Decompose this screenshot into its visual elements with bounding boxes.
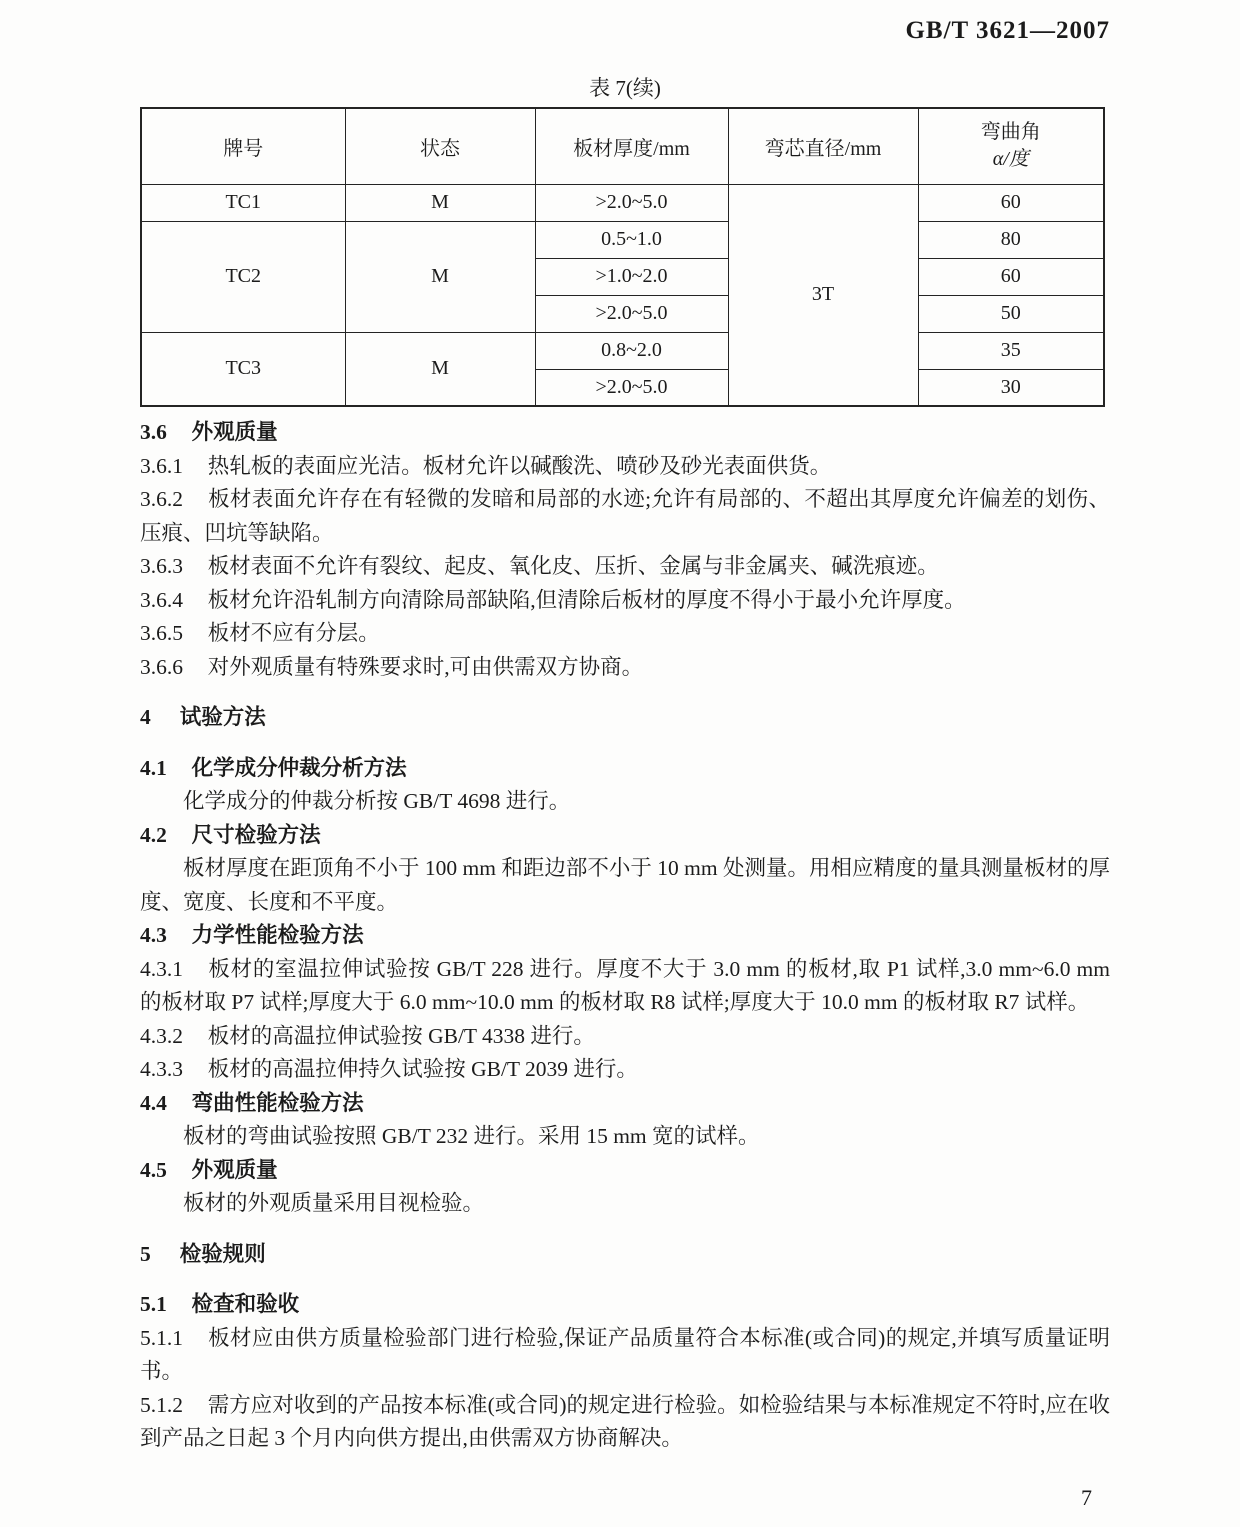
column-header-thickness: 板材厚度/mm bbox=[535, 108, 728, 184]
clause-number: 3.6.2 bbox=[140, 487, 183, 511]
table-row bbox=[141, 332, 1104, 369]
clause-number: 4.4 bbox=[140, 1090, 167, 1115]
clause-number: 4.2 bbox=[140, 822, 167, 847]
table-row bbox=[141, 221, 1104, 258]
clause-text: 板材的高温拉伸持久试验按 GB/T 2039 进行。 bbox=[207, 1057, 638, 1081]
clause-5-1-1 bbox=[140, 1322, 1110, 1389]
grade-cell: TC2 bbox=[141, 221, 345, 332]
clause-5-1-2 bbox=[140, 1389, 1110, 1456]
clause-number: 4.1 bbox=[140, 755, 167, 780]
clause-number: 4.3.3 bbox=[140, 1057, 183, 1081]
clause-number: 4.3.1 bbox=[140, 956, 183, 981]
clause-title: 化学成分仲裁分析方法 bbox=[191, 755, 407, 780]
table-header-row bbox=[141, 108, 1104, 184]
state-cell: M bbox=[345, 184, 535, 221]
clause-text: 板材的高温拉伸试验按 GB/T 4338 进行。 bbox=[207, 1023, 595, 1048]
heading-4-3 bbox=[140, 919, 1110, 953]
clause-number: 3.6.1 bbox=[140, 453, 183, 478]
clause-text: 对外观质量有特殊要求时,可由供需双方协商。 bbox=[207, 654, 644, 679]
clause-4-1-body: 化学成分的仲裁分析按 GB/T 4698 进行。 bbox=[183, 789, 571, 813]
heading-4 bbox=[140, 701, 1110, 735]
clause-4-3-3 bbox=[140, 1053, 1110, 1087]
clause-4-2-body: 板材厚度在距顶角不小于 100 mm 和距边部不小于 10 mm 处测量。用相应精度的量具测量板材的厚度、宽度、长度和不平度。 bbox=[140, 856, 1110, 914]
heading-4-4 bbox=[140, 1087, 1110, 1121]
page-number: 7 bbox=[1081, 1485, 1092, 1510]
clause-number: 3.6 bbox=[140, 420, 167, 444]
clause-text: 热轧板的表面应光洁。板材允许以碱酸洗、喷砂及砂光表面供货。 bbox=[207, 453, 832, 478]
page-content bbox=[140, 0, 1110, 1456]
clause-title: 弯曲性能检验方法 bbox=[191, 1090, 364, 1115]
clause-number: 4.3 bbox=[140, 923, 167, 947]
clause-number: 5.1.2 bbox=[140, 1392, 183, 1417]
angle-cell: 50 bbox=[918, 295, 1104, 332]
angle-cell: 60 bbox=[918, 184, 1104, 221]
standard-code: GB/T 3621—2007 bbox=[905, 17, 1110, 44]
angle-cell: 35 bbox=[918, 332, 1104, 369]
clause-number: 3.6.4 bbox=[140, 587, 183, 612]
clause-number: 3.6.3 bbox=[140, 554, 183, 578]
heading-4-2 bbox=[140, 819, 1110, 853]
state-cell: M bbox=[345, 221, 535, 332]
clause-4-4-body: 板材的弯曲试验按照 GB/T 232 进行。采用 15 mm 宽的试样。 bbox=[183, 1124, 760, 1148]
grade-cell: TC3 bbox=[141, 332, 345, 406]
thickness-cell: 0.8~2.0 bbox=[535, 332, 728, 369]
clauses-section bbox=[140, 416, 1110, 1456]
thickness-cell: 0.5~1.0 bbox=[535, 221, 728, 258]
clause-3-6-3 bbox=[140, 550, 1110, 584]
column-header-grade: 牌号 bbox=[141, 108, 345, 184]
clause-4-5-body: 板材的外观质量采用目视检验。 bbox=[183, 1191, 485, 1215]
heading-5-1 bbox=[140, 1288, 1110, 1322]
thickness-cell: >2.0~5.0 bbox=[535, 369, 728, 406]
clause-3-6-5 bbox=[140, 617, 1110, 651]
clause-number: 5.1.1 bbox=[140, 1325, 183, 1350]
column-header-bend-angle bbox=[918, 108, 1104, 184]
chapter-title: 试验方法 bbox=[179, 705, 266, 729]
clause-3-6-6 bbox=[140, 651, 1110, 685]
column-header-state: 状态 bbox=[345, 108, 535, 184]
clause-title: 外观质量 bbox=[191, 1157, 278, 1182]
table-7-continued bbox=[140, 107, 1105, 407]
bend-core-cell: 3T bbox=[728, 184, 918, 406]
angle-cell: 80 bbox=[918, 221, 1104, 258]
clause-title: 检查和验收 bbox=[191, 1292, 300, 1316]
clause-4-3-1 bbox=[140, 953, 1110, 1020]
clause-number: 4.5 bbox=[140, 1157, 167, 1182]
clause-text: 板材不应有分层。 bbox=[207, 621, 380, 645]
thickness-cell: >2.0~5.0 bbox=[535, 295, 728, 332]
heading-5 bbox=[140, 1238, 1110, 1272]
column-header-bend-core: 弯芯直径/mm bbox=[728, 108, 918, 184]
chapter-number: 5 bbox=[140, 1241, 151, 1266]
clause-3-6-4 bbox=[140, 584, 1110, 618]
clause-number: 3.6.6 bbox=[140, 654, 183, 679]
clause-number: 5.1 bbox=[140, 1292, 167, 1316]
clause-title: 外观质量 bbox=[191, 420, 278, 444]
thickness-cell: >2.0~5.0 bbox=[535, 184, 728, 221]
clause-3-6-1 bbox=[140, 450, 1110, 484]
clause-3-6-2 bbox=[140, 483, 1110, 550]
bend-angle-unit: α/度 bbox=[992, 148, 1029, 171]
clause-text: 板材的室温拉伸试验按 GB/T 228 进行。厚度不大于 3.0 mm 的板材,取 P1 试样,3.0 mm~6.0 mm 的板材取 P7 试样;厚度大于 6.0 mm~10.0 mm 的板材取 R8 试样;厚度大于 10.0 mm 的板材取 R7 试样。 bbox=[140, 956, 1110, 1014]
chapter-title: 检验规则 bbox=[179, 1241, 266, 1266]
table-title: 表 7(续) bbox=[589, 76, 661, 100]
table-row bbox=[141, 184, 1104, 221]
clause-number: 3.6.5 bbox=[140, 621, 183, 645]
chapter-number: 4 bbox=[140, 705, 151, 729]
clause-number: 4.3.2 bbox=[140, 1023, 183, 1048]
clause-text: 板材表面不允许有裂纹、起皮、氧化皮、压折、金属与非金属夹、碱洗痕迹。 bbox=[207, 554, 939, 578]
angle-cell: 30 bbox=[918, 369, 1104, 406]
clause-text: 板材表面允许存在有轻微的发暗和局部的水迹;允许有局部的、不超出其厚度允许偏差的划伤、压痕、凹坑等缺陷。 bbox=[140, 487, 1110, 545]
clause-text: 需方应对收到的产品按本标准(或合同)的规定进行检验。如检验结果与本标准规定不符时,应在收到产品之日起 3 个月内向供方提出,由供需双方协商解决。 bbox=[140, 1392, 1110, 1450]
clause-title: 力学性能检验方法 bbox=[191, 923, 364, 947]
clause-text: 板材应由供方质量检验部门进行检验,保证产品质量符合本标准(或合同)的规定,并填写质量证明书。 bbox=[140, 1325, 1110, 1383]
clause-text: 板材允许沿轧制方向清除局部缺陷,但清除后板材的厚度不得小于最小允许厚度。 bbox=[207, 587, 966, 612]
clause-4-3-2 bbox=[140, 1020, 1110, 1054]
bend-angle-label: 弯曲角 bbox=[980, 121, 1041, 144]
angle-cell: 60 bbox=[918, 258, 1104, 295]
state-cell: M bbox=[345, 332, 535, 406]
clause-title: 尺寸检验方法 bbox=[191, 822, 321, 847]
heading-3-6 bbox=[140, 416, 1110, 450]
grade-cell: TC1 bbox=[141, 184, 345, 221]
heading-4-1 bbox=[140, 752, 1110, 786]
thickness-cell: >1.0~2.0 bbox=[535, 258, 728, 295]
heading-4-5 bbox=[140, 1154, 1110, 1188]
